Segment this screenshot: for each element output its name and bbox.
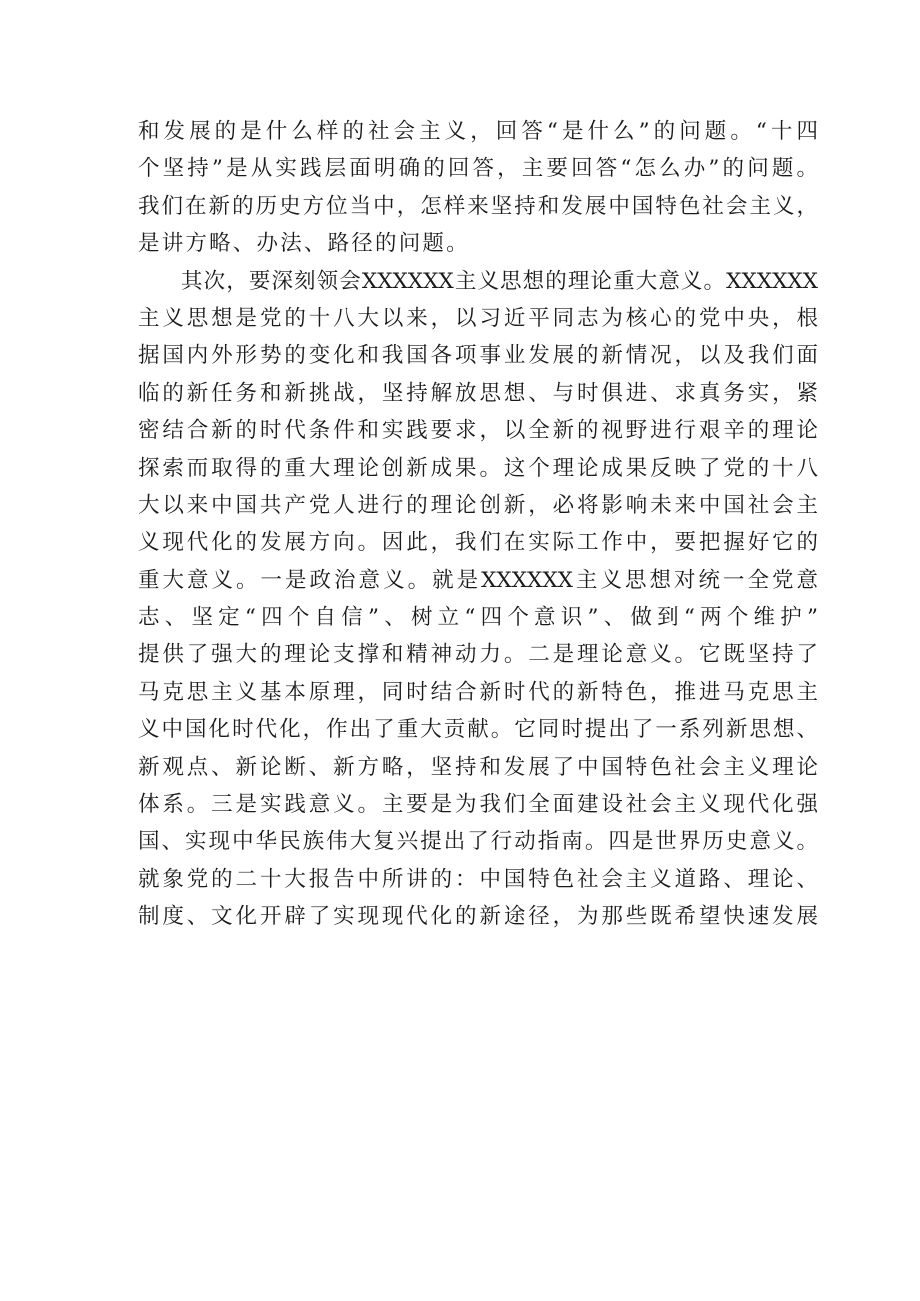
text-line: 主义思想是党的十八大以来，以习近平同志为核心的党中央，根: [138, 305, 818, 331]
text-line: 其次，要深刻领会XXXXXX主义思想的理论重大意义。XXXXXX: [181, 268, 818, 294]
text-line: 义现代化的发展方向。因此，我们在实际工作中，要把握好它的: [138, 530, 818, 556]
text-line: 义中国化时代化，作出了重大贡献。它同时提出了一系列新思想、: [138, 717, 818, 743]
text-line: 个坚持”是从实践层面明确的回答，主要回答“怎么办”的问题。: [138, 156, 818, 182]
text-line: 体系。三是实践意义。主要是为我们全面建设社会主义现代化强: [138, 792, 818, 818]
paragraph-2: [138, 263, 818, 936]
text-line: 重大意义。一是政治意义。就是XXXXXX主义思想对统一全党意: [138, 567, 818, 593]
text-line: 据国内外形势的变化和我国各项事业发展的新情况，以及我们面: [138, 343, 818, 369]
paragraph-1: [138, 113, 818, 263]
text-line: 新观点、新论断、新方略，坚持和发展了中国特色社会主义理论: [138, 754, 818, 780]
text-line: 是讲方略、办法、路径的问题。: [138, 231, 470, 257]
text-line: 密结合新的时代条件和实践要求，以全新的视野进行艰辛的理论: [138, 418, 818, 444]
text-line: 探索而取得的重大理论创新成果。这个理论成果反映了党的十八: [138, 455, 818, 481]
text-line: 我们在新的历史方位当中，怎样来坚持和发展中国特色社会主义，: [138, 193, 818, 219]
document-body: [138, 113, 818, 936]
text-line: 临的新任务和新挑战，坚持解放思想、与时俱进、求真务实，紧: [138, 380, 818, 406]
text-line: 就象党的二十大报告中所讲的：中国特色社会主义道路、理论、: [138, 866, 818, 892]
text-line: 大以来中国共产党人进行的理论创新，必将影响未来中国社会主: [138, 492, 818, 518]
text-line: 志、坚定“四个自信”、树立“四个意识”、做到“两个维护”: [138, 605, 818, 631]
text-line: 和发展的是什么样的社会主义，回答“是什么”的问题。“十四: [138, 119, 818, 144]
text-line: 制度、文化开辟了实现现代化的新途径，为那些既希望快速发展: [138, 904, 818, 930]
text-line: 提供了强大的理论支撑和精神动力。二是理论意义。它既坚持了: [138, 642, 818, 668]
text-line: 国、实现中华民族伟大复兴提出了行动指南。四是世界历史意义。: [138, 829, 818, 855]
text-line: 马克思主义基本原理，同时结合新时代的新特色，推进马克思主: [138, 679, 818, 705]
